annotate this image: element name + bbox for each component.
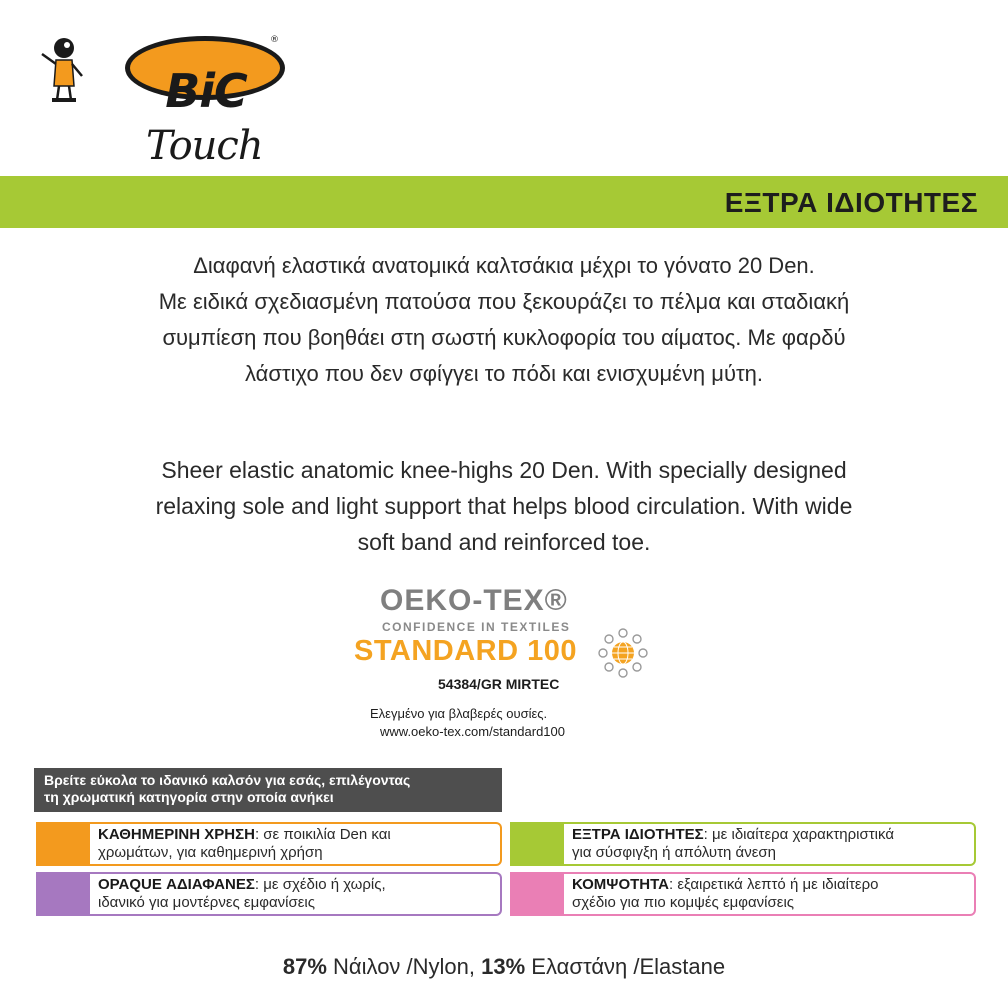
legend-item-text: για σύσφιγξη ή απόλυτη άνεση: [572, 844, 777, 861]
legend-item-text: σχέδιο για πιο κομψές εμφανίσεις: [572, 894, 795, 911]
legend-swatch-orange: [36, 822, 90, 866]
nylon-percentage: 87%: [282, 954, 327, 979]
category-band: [0, 176, 1008, 228]
description-greek-line: λάστιχο που δεν σφίγγει το πόδι και ενισχυμένη μύτη.: [244, 361, 764, 386]
legend-heading-line: τη χρωματική κατηγορία στην οποία ανήκει: [44, 789, 334, 805]
legend-item-text: : εξαιρετικά λεπτό ή με ιδιαίτερο: [669, 876, 879, 893]
legend-swatch-green: [510, 822, 564, 866]
description-english-line: relaxing sole and light support that helps blood circulation. With wide: [155, 493, 853, 519]
legend-swatch-purple: [36, 872, 90, 916]
brand-logo: [38, 30, 279, 169]
legend-item-name: ΚΟΜΨΟΤΗΤΑ: [572, 876, 669, 893]
legend-item-text: : σε ποικιλία Den και: [254, 826, 391, 843]
description-greek: [60, 248, 948, 392]
legend-item-text: : με σχέδιο ή χωρίς,: [254, 876, 386, 893]
legend-item-text: ιδανικό για μοντέρνες εμφανίσεις: [98, 894, 315, 911]
legend-item-box: [564, 872, 976, 916]
oeko-tex-globe-icon: [594, 624, 652, 682]
elastane-percentage: 13%: [481, 954, 526, 979]
legend-item-name: OPAQUE ΑΔΙΑΦΑΝΕΣ: [98, 876, 255, 893]
legend-item-box: [564, 822, 976, 866]
description-english: [60, 452, 948, 560]
legend-heading: [34, 768, 502, 812]
oeko-tex-standard: STANDARD 100: [354, 635, 578, 667]
fabric-composition: [0, 954, 1008, 980]
legend-heading-line: Βρείτε εύκολα το ιδανικό καλσόν για εσάς, επιλέγοντας: [44, 772, 411, 788]
description-english-line: Sheer elastic anatomic knee-highs 20 Den. With specially designed: [161, 457, 847, 483]
description-english-line: soft band and reinforced toe.: [357, 529, 651, 555]
legend-swatch-pink: [510, 872, 564, 916]
legend-item-elegance: [510, 872, 976, 916]
oeko-tex-code: 54384/GR MIRTEC: [438, 676, 560, 692]
legend-item-name: ΚΑΘΗΜΕΡΙΝΗ ΧΡΗΣΗ: [98, 826, 255, 843]
svg-text:®: ®: [270, 35, 279, 45]
nylon-label: Νάιλον /Nylon,: [326, 954, 482, 979]
legend-item-text: χρωμάτων, για καθημερινή χρήση: [98, 844, 323, 861]
oeko-tex-note: Ελεγμένο για βλαβερές ουσίες.: [370, 706, 548, 721]
legend-item-text: : με ιδιαίτερα χαρακτηριστικά: [703, 826, 894, 843]
oeko-tex-url: www.oeko-tex.com/standard100: [380, 724, 565, 739]
bic-boy-icon: [42, 38, 82, 102]
legend-item-name: ΕΞΤΡΑ ΙΔΙΟΤΗΤΕΣ: [572, 826, 704, 843]
legend-item-extra: [510, 822, 976, 866]
oeko-tex-tagline: CONFIDENCE IN TEXTILES: [382, 620, 571, 634]
legend-item-everyday: [36, 822, 502, 866]
brand-line: Touch: [146, 123, 263, 169]
description-greek-line: Διαφανή ελαστικά ανατομικά καλτσάκια μέχρι το γόνατο 20 Den.: [193, 253, 815, 278]
category-title: ΕΞΤΡΑ ΙΔΙΟΤΗΤΕΣ: [724, 187, 978, 218]
legend-item-box: [90, 872, 502, 916]
elastane-label: Ελαστάνη /Elastane: [525, 954, 726, 979]
description-greek-line: συμπίεση που βοηθάει στη σωστή κυκλοφορία του αίματος. Με φαρδύ: [162, 325, 846, 350]
oeko-tex-title: OEKO-TEX®: [380, 584, 568, 617]
legend-item-opaque: [36, 872, 502, 916]
description-greek-line: Με ειδικά σχεδιασμένη πατούσα που ξεκουράζει το πέλμα και σταδιακή: [158, 289, 850, 314]
legend-item-box: [90, 822, 502, 866]
brand-name: BiC: [165, 64, 247, 118]
